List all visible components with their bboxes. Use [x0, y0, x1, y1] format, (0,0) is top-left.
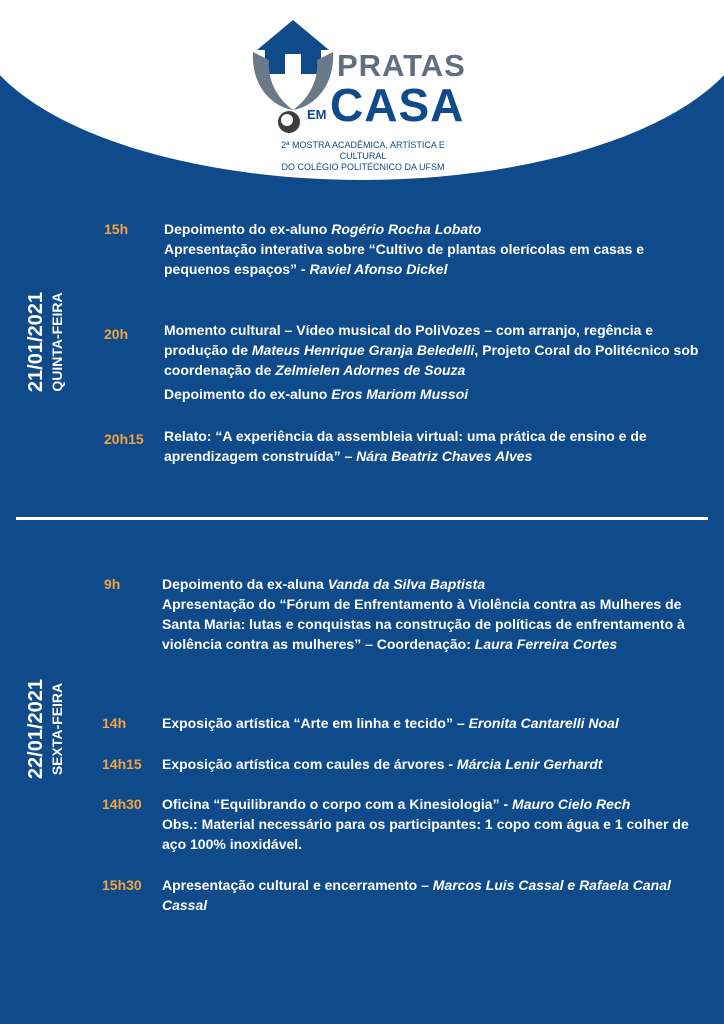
event-description: Exposição artística “Arte em linha e tecido” – Eronita Cantarelli Noal — [162, 715, 619, 731]
day-divider — [16, 517, 708, 520]
event-time: 15h — [104, 221, 129, 237]
day-date: 21/01/2021 — [25, 291, 47, 393]
day-weekday: QUINTA-FEIRA — [49, 292, 65, 392]
event-description: Exposição artística com caules de árvores - Márcia Lenir Gerhardt — [162, 756, 603, 772]
pratas-em-casa-logo — [245, 12, 475, 172]
event-time: 15h30 — [102, 877, 142, 893]
event-description: Apresentação cultural e encerramento – Marcos Luis Cassal e Rafaela Canal Cassal — [162, 877, 671, 913]
event-time: 14h30 — [102, 796, 142, 812]
event-time: 9h — [104, 576, 121, 592]
event-description: Depoimento do ex-aluno Rogério Rocha Lobato Apresentação interativa sobre “Cultivo de plantas olerícolas em casas e pequenos espaços” - Raviel Afonso Dickel — [164, 221, 645, 277]
event-time: 20h15 — [104, 431, 144, 447]
day-weekday: SEXTA-FEIRA — [49, 682, 65, 776]
logo-word-pratas: PRATAS — [337, 48, 466, 83]
logo-word-casa: CASA — [330, 79, 465, 131]
event-description: Relato: “A experiência da assembleia virtual: uma prática de ensino e de aprendizagem construída” – Nára Beatriz Chaves Alves — [164, 428, 647, 464]
logo-subtitle: 2ª MOSTRA ACADÊMICA, ARTÍSTICA E CULTURAL DO COLÉGIO POLITÉCNICO DA UFSM — [281, 140, 445, 172]
day-label-friday — [24, 639, 74, 819]
event-description: Depoimento da ex-aluna Vanda da Silva Baptista Apresentação do “Fórum de Enfrentamento à Violência contra as Mulheres de Santa Maria: lutas e conquistas na construção de políticas de enfrentamento à violência contra as mulheres” – Coordenação: Laura Ferreira Cortes — [162, 576, 685, 652]
day-label-thursday — [24, 252, 74, 432]
day-date: 22/01/2021 — [25, 678, 47, 780]
logo-word-em: EM — [307, 107, 327, 122]
event-time: 14h15 — [102, 756, 142, 772]
event-time: 14h — [102, 715, 127, 731]
event-description: Momento cultural – Vídeo musical do PoliVozes – com arranjo, regência e produção de Mateus Henrique Granja Beledelli, Projeto Coral do Politécnico sob coordenação de Zelmielen Adornes de Souza Depoimento do ex-aluno Eros Mariom Mussoi — [164, 322, 699, 402]
event-time: 20h — [104, 326, 129, 342]
event-description: Oficina “Equilibrando o corpo com a Kinesiologia” - Mauro Cielo Rech Obs.: Material necessário para os participantes: 1 copo com água e 1 colher de aço 100% inoxidável. — [162, 796, 689, 852]
